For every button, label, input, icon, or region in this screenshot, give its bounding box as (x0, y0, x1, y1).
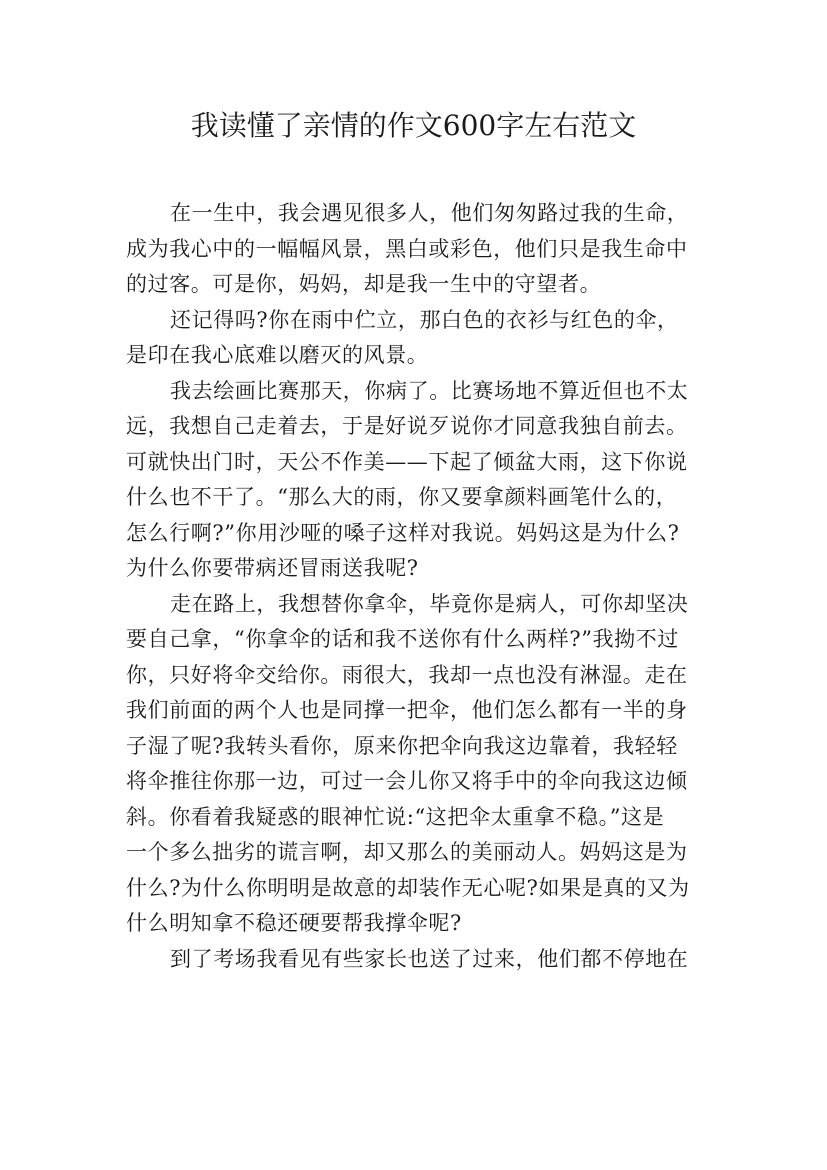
document-title: 我读懂了亲情的作文600字左右范文 (190, 109, 637, 142)
paragraph-line: 成为我心中的一幅幅风景，黑白或彩色，他们只是我生命中 (126, 236, 688, 261)
paragraph-line: 什么明知拿不稳还硬要帮我撑伞呢? (126, 911, 462, 935)
paragraph-line: 远，我想自己走着去，于是好说歹说你才同意我独自前去。 (126, 414, 688, 438)
paragraph-line: 怎么行啊?”你用沙哑的嗓子这样对我说。妈妈这是为什么? (126, 520, 680, 545)
paragraph-line: 斜。你看着我疑惑的眼神忙说:“这把伞太重拿不稳。”这是 (126, 804, 665, 829)
document-body (126, 196, 716, 977)
paragraph-line: 将伞推往你那一边，可过一会儿你又将手中的伞向我这边倾 (126, 769, 688, 793)
paragraph-line: 什么?为什么你明明是故意的却装作无心呢?如果是真的又为 (126, 875, 690, 900)
paragraph-line: 还记得吗?你在雨中伫立，那白色的衣衫与红色的伞， (170, 307, 679, 332)
paragraph-line: 到了考场我看见有些家长也送了过来，他们都不停地在 (170, 946, 689, 971)
paragraph-line: 子湿了呢?我转头看你，原来你把伞向我这边靠着，我轻轻 (126, 733, 678, 758)
paragraph-line: 你，只好将伞交给你。雨很大，我却一点也没有淋湿。走在 (126, 662, 688, 687)
paragraph-line: 一个多么拙劣的谎言啊，却又那么的美丽动人。妈妈这是为 (126, 840, 688, 864)
paragraph-line: 是印在我心底难以磨灭的风景。 (126, 343, 429, 367)
paragraph-line: 的过客。可是你，妈妈，却是我一生中的守望者。 (126, 272, 602, 296)
paragraph-line: 我去绘画比赛那天，你病了。比赛场地不算近但也不太 (170, 378, 689, 403)
paragraph-line: 要自己拿，“你拿伞的话和我不送你有什么两样?”我拗不过 (126, 627, 679, 651)
paragraph-line: 我们前面的两个人也是同撑一把伞，他们怎么都有一半的身 (126, 698, 688, 722)
paragraph-line: 走在路上，我想替你拿伞，毕竟你是病人，可你却坚决 (170, 591, 689, 616)
paragraph-line: 在一生中，我会遇见很多人，他们匆匆路过我的生命， (170, 201, 689, 225)
paragraph-line: 为什么你要带病还冒雨送我呢? (126, 556, 419, 580)
paragraph-line: 什么也不干了。“那么大的雨，你又要拿颜料画笔什么的， (126, 485, 678, 509)
paragraph-line: 可就快出门时，天公不作美——下起了倾盆大雨，这下你说 (126, 449, 688, 474)
